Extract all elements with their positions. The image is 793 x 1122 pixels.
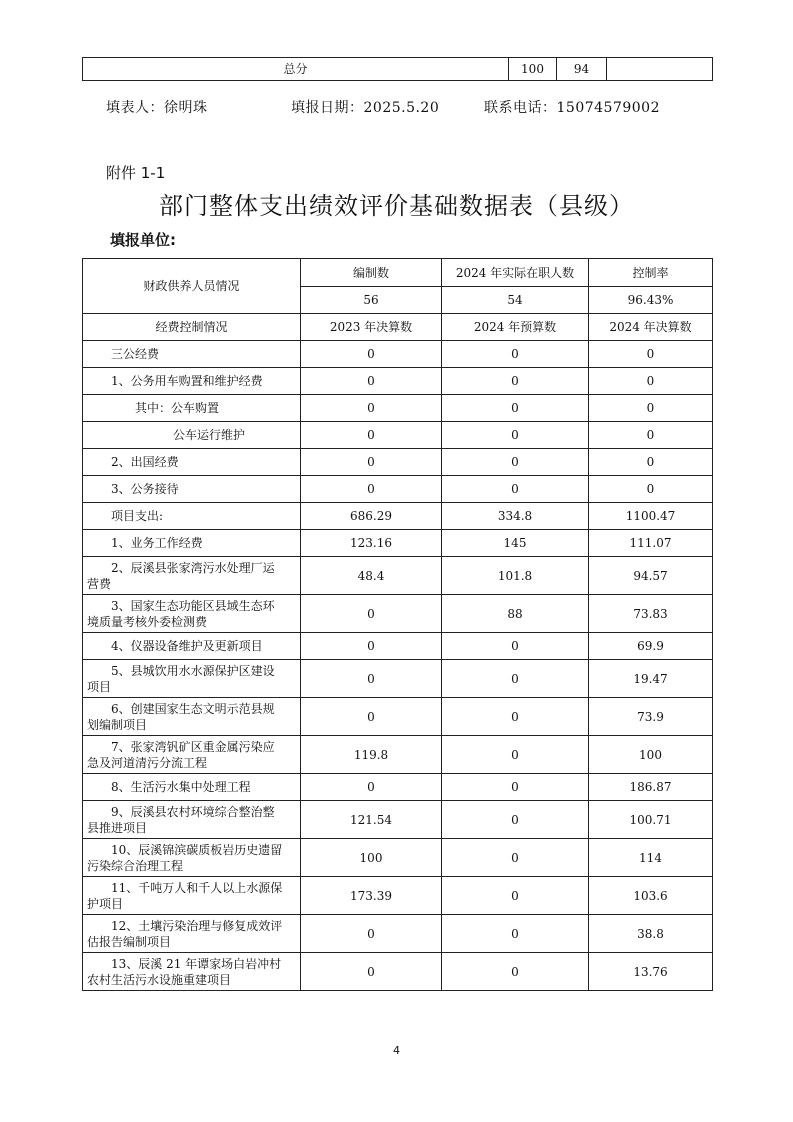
cell-value: 123.16 [301, 530, 442, 557]
cell-value: 121.54 [301, 801, 442, 839]
table-row [83, 774, 713, 801]
cell-value: 73.9 [589, 698, 713, 736]
cell-value: 0 [442, 449, 589, 476]
table-row [83, 953, 713, 991]
filler-date: 填报日期：2025.5.20 [291, 100, 440, 116]
row-label [83, 953, 301, 991]
row-label-line: 12、土壤污染治理与修复成效评 [111, 918, 283, 933]
cell-value: 0 [442, 915, 589, 953]
staff-header: 2024 年实际在职人数 [442, 259, 589, 287]
total-score-row [83, 58, 713, 81]
table-row [83, 503, 713, 530]
cell-value: 19.47 [589, 660, 713, 698]
cell-value: 0 [301, 422, 442, 449]
row-label-line: 6、创建国家生态文明示范县规 [111, 701, 275, 716]
cell-value: 101.8 [442, 557, 589, 595]
table-row [83, 839, 713, 877]
table-row [83, 395, 713, 422]
filler-phone: 联系电话：15074579002 [484, 100, 660, 116]
row-label-line: 7、张家湾钒矿区重金属污染应 [111, 739, 275, 754]
table-row [83, 595, 713, 633]
cell-value: 0 [442, 877, 589, 915]
row-label [83, 915, 301, 953]
cell-value: 100 [589, 736, 713, 774]
cell-value: 94.57 [589, 557, 713, 595]
table-row [83, 698, 713, 736]
row-label [83, 801, 301, 839]
row-label: 1、公务用车购置和维护经费 [83, 368, 301, 395]
row-label [83, 595, 301, 633]
row-label-line: 估报告编制项目 [87, 934, 172, 949]
row-label: 8、生活污水集中处理工程 [83, 774, 301, 801]
expense-col-header: 2024 年预算数 [442, 314, 589, 341]
cell-value: 0 [589, 368, 713, 395]
staff-label: 财政供养人员情况 [83, 259, 301, 314]
table-row [83, 476, 713, 503]
table-row [83, 368, 713, 395]
row-label-line: 3、国家生态功能区县域生态环 [111, 598, 275, 613]
cell-value: 111.07 [589, 530, 713, 557]
expense-col-header: 2023 年决算数 [301, 314, 442, 341]
full-score: 100 [509, 58, 557, 81]
row-label-line: 境质量考核外委检测费 [87, 614, 208, 629]
row-label-line: 护项目 [87, 896, 124, 911]
cell-value: 686.29 [301, 503, 442, 530]
filler-person: 填表人：徐明珠 [106, 100, 208, 116]
row-label-line: 项目 [87, 679, 112, 694]
cell-value: 119.8 [301, 736, 442, 774]
cell-value: 0 [589, 395, 713, 422]
row-label-line: 急及河道清污分流工程 [87, 755, 208, 770]
cell-value: 0 [442, 801, 589, 839]
cell-value: 103.6 [589, 877, 713, 915]
row-label [83, 877, 301, 915]
expense-data-table [82, 258, 713, 991]
row-label: 其中：公车购置 [83, 395, 301, 422]
cell-value: 0 [589, 422, 713, 449]
table-row [83, 801, 713, 839]
staff-value: 96.43% [589, 287, 713, 314]
cell-value: 0 [442, 476, 589, 503]
cell-value: 0 [442, 395, 589, 422]
cell-value: 0 [442, 736, 589, 774]
cell-value: 0 [301, 953, 442, 991]
cell-value: 0 [442, 341, 589, 368]
cell-value: 0 [589, 476, 713, 503]
cell-value: 100 [301, 839, 442, 877]
row-label-line: 9、辰溪县农村环境综合整治整 [111, 804, 275, 819]
expense-label: 经费控制情况 [83, 314, 301, 341]
table-row [83, 530, 713, 557]
cell-value: 0 [442, 774, 589, 801]
staff-header: 编制数 [301, 259, 442, 287]
expense-header-row [83, 314, 713, 341]
staff-header: 控制率 [589, 259, 713, 287]
row-label-line: 农村生活污水设施重建项目 [87, 972, 232, 987]
expense-col-header: 2024 年决算数 [589, 314, 713, 341]
cell-value: 0 [442, 698, 589, 736]
unit-label: 填报单位: [110, 231, 176, 249]
table-row [83, 557, 713, 595]
table-row [83, 736, 713, 774]
score-summary-table [82, 57, 713, 81]
staff-value: 56 [301, 287, 442, 314]
row-label-line: 划编制项目 [87, 717, 148, 732]
row-label-line: 5、县城饮用水水源保护区建设 [111, 663, 275, 678]
cell-value: 88 [442, 595, 589, 633]
table-row [83, 449, 713, 476]
row-label: 2、出国经费 [83, 449, 301, 476]
row-label [83, 698, 301, 736]
staff-value: 54 [442, 287, 589, 314]
row-label [83, 839, 301, 877]
cell-value: 0 [442, 368, 589, 395]
cell-value: 186.87 [589, 774, 713, 801]
cell-value: 0 [442, 839, 589, 877]
actual-score: 94 [557, 58, 607, 81]
attachment-label: 附件 1-1 [106, 164, 166, 182]
cell-value: 0 [589, 449, 713, 476]
row-label-line: 污染综合治理工程 [87, 858, 184, 873]
total-label: 总分 [83, 58, 509, 81]
page-number: 4 [393, 1044, 400, 1057]
cell-value: 0 [301, 915, 442, 953]
cell-value: 0 [442, 660, 589, 698]
cell-value: 0 [301, 368, 442, 395]
cell-value: 0 [442, 953, 589, 991]
table-row [83, 660, 713, 698]
row-label [83, 557, 301, 595]
row-label: 三公经费 [83, 341, 301, 368]
cell-value: 100.71 [589, 801, 713, 839]
cell-value: 0 [442, 422, 589, 449]
cell-value: 145 [442, 530, 589, 557]
row-label-line: 营费 [87, 576, 112, 591]
cell-value: 0 [589, 341, 713, 368]
cell-value: 0 [301, 698, 442, 736]
row-label: 4、仪器设备维护及更新项目 [83, 633, 301, 660]
cell-value: 38.8 [589, 915, 713, 953]
row-label: 1、业务工作经费 [83, 530, 301, 557]
row-label-line: 11、千吨万人和千人以上水源保 [111, 880, 283, 895]
table-row [83, 341, 713, 368]
cell-value: 0 [301, 449, 442, 476]
row-label-line: 县推进项目 [87, 820, 148, 835]
row-label: 公车运行维护 [83, 422, 301, 449]
table-row [83, 915, 713, 953]
cell-value: 0 [301, 476, 442, 503]
cell-value: 114 [589, 839, 713, 877]
cell-value: 0 [301, 595, 442, 633]
cell-value: 0 [301, 395, 442, 422]
row-label-line: 2、辰溪县张家湾污水处理厂运 [111, 560, 275, 575]
row-label [83, 660, 301, 698]
row-label: 3、公务接待 [83, 476, 301, 503]
table-row [83, 422, 713, 449]
cell-value: 73.83 [589, 595, 713, 633]
page-title: 部门整体支出绩效评价基础数据表（县级） [159, 192, 634, 220]
cell-value: 173.39 [301, 877, 442, 915]
cell-value: 0 [301, 341, 442, 368]
cell-value: 48.4 [301, 557, 442, 595]
cell-value: 0 [301, 774, 442, 801]
table-row [83, 633, 713, 660]
cell-value: 69.9 [589, 633, 713, 660]
staff-header-row [83, 259, 713, 287]
cell-value: 13.76 [589, 953, 713, 991]
row-label-line: 13、辰溪 21 年谭家场白岩冲村 [111, 956, 282, 971]
cell-value: 0 [301, 660, 442, 698]
cell-value: 0 [301, 633, 442, 660]
cell-value: 0 [442, 633, 589, 660]
row-label [83, 736, 301, 774]
row-label: 项目支出: [83, 503, 301, 530]
score-note [607, 58, 713, 81]
table-row [83, 877, 713, 915]
cell-value: 1100.47 [589, 503, 713, 530]
row-label-line: 10、辰溪锦滨碳质板岩历史遗留 [111, 842, 283, 857]
cell-value: 334.8 [442, 503, 589, 530]
